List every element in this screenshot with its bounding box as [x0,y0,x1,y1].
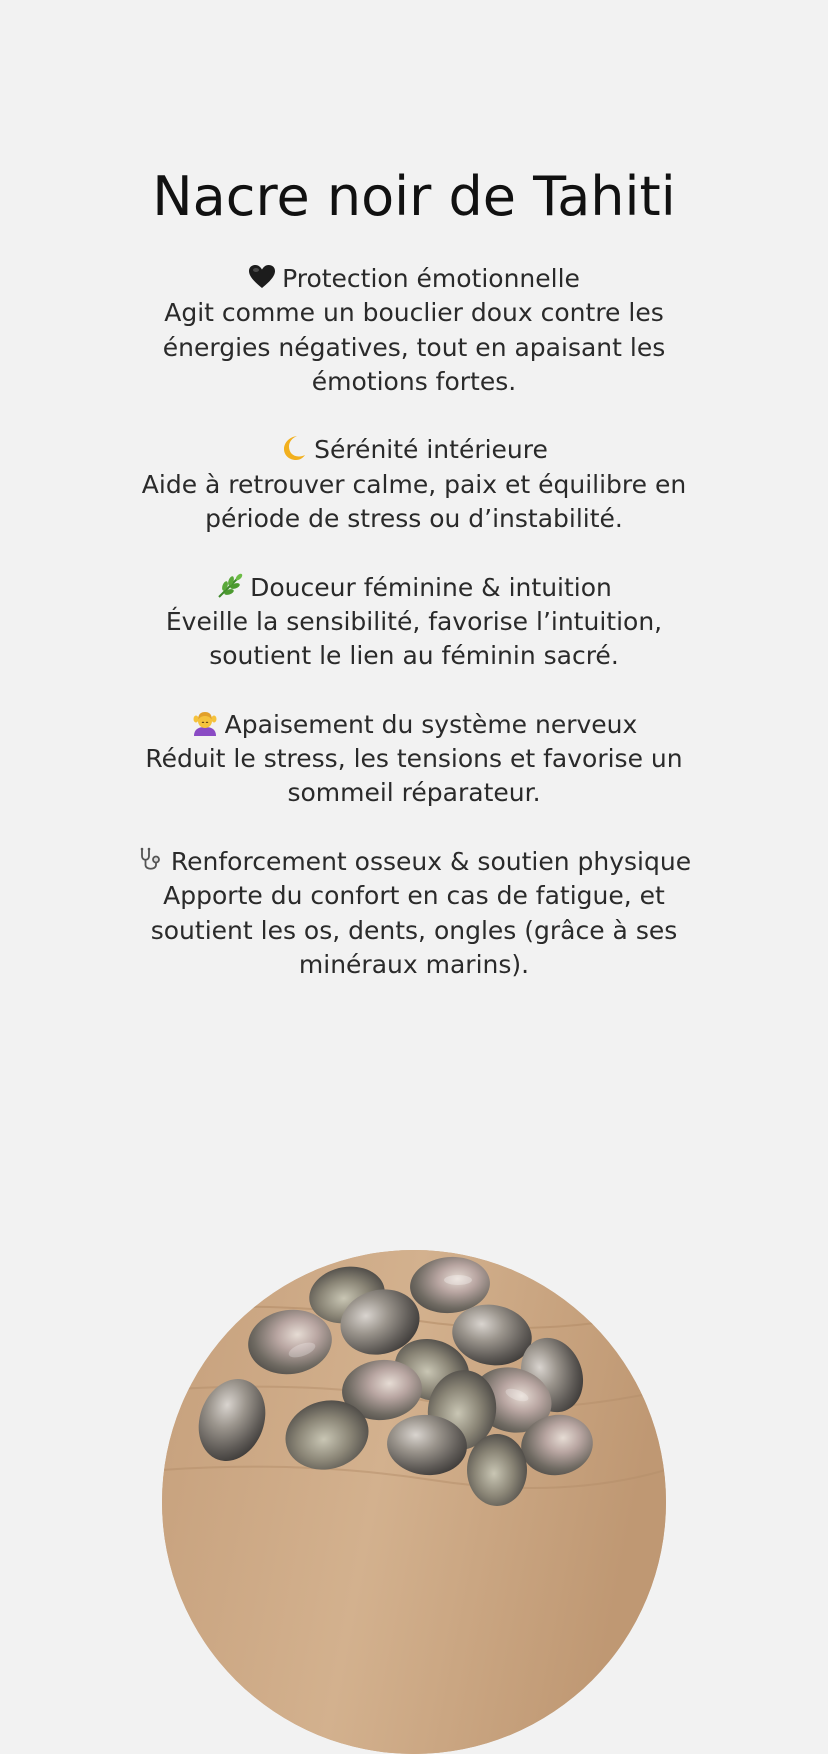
shells-illustration [162,1250,666,1754]
section-body: Aide à retrouver calme, paix et équilibre en période de stress ou d’instabilité. [141,469,687,534]
black-heart-icon [248,264,276,290]
page-title: Nacre noir de Tahiti [152,165,676,228]
woman-massage-icon [191,710,219,736]
section-serenite [114,433,714,536]
section-protection [114,262,714,399]
section-renforcement [114,845,714,982]
section-heading [114,433,714,467]
section-apaisement [114,708,714,811]
section-heading-text: Apaisement du système nerveux [224,709,638,739]
section-body: Éveille la sensibilité, favorise l’intuition, soutient le lien au féminin sacré. [165,606,663,671]
section-heading-text: Renforcement osseux & soutien physique [170,847,692,877]
crescent-moon-icon [280,435,308,461]
section-heading [114,262,714,296]
section-heading [114,845,714,879]
stethoscope-icon [137,847,165,873]
section-heading-text: Protection émotionnelle [282,264,580,293]
benefits-list [114,262,714,1017]
section-body: Apporte du confort en cas de fatigue, et soutient les os, dents, ongles (grâce à ses minéraux marins). [150,881,678,979]
section-heading-text: Douceur féminine & intuition [250,572,612,602]
section-heading [114,708,714,742]
section-body: Agit comme un bouclier doux contre les énergies négatives, tout en apaisant les émotions fortes. [162,298,666,396]
herb-icon [216,573,244,599]
section-heading-text: Sérénité intérieure [314,435,548,465]
section-heading [114,571,714,605]
mother-of-pearl-photo [162,1250,666,1754]
section-douceur [114,571,714,674]
section-body: Réduit le stress, les tensions et favorise un sommeil réparateur. [145,744,683,808]
